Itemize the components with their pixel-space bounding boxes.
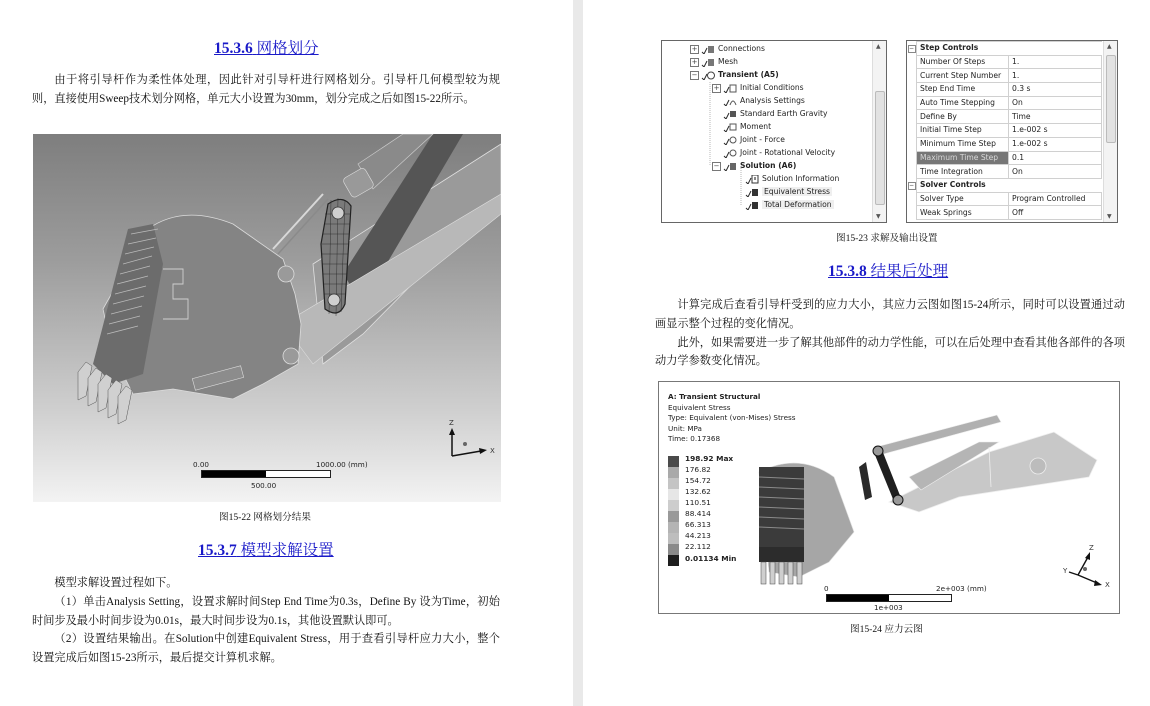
outline-tree-panel bbox=[661, 40, 887, 223]
section-heading-15-3-8[interactable]: 15.3.8 结果后处理 bbox=[828, 263, 949, 280]
tree-item-analysis-settings[interactable]: Analysis Settings bbox=[723, 94, 805, 107]
tree-item-joint-force[interactable]: Joint - Force bbox=[723, 133, 785, 146]
tree-item-equivalent-stress[interactable]: Equivalent Stress bbox=[745, 185, 832, 198]
scroll-up-icon[interactable]: ▲ bbox=[1107, 43, 1112, 50]
prop-row[interactable]: Auto Time Stepping On bbox=[907, 96, 1102, 110]
group-step-controls[interactable]: − Step Controls bbox=[907, 42, 1102, 56]
scroll-thumb[interactable] bbox=[1106, 55, 1116, 143]
tree-scrollbar[interactable] bbox=[872, 41, 886, 222]
section-heading-15-3-7[interactable]: 15.3.7 模型求解设置 bbox=[198, 542, 334, 559]
scroll-thumb[interactable] bbox=[875, 91, 885, 205]
bucket bbox=[78, 215, 301, 424]
axis-triad-icon bbox=[447, 422, 497, 462]
axis-triad-mesh: Z X bbox=[447, 422, 497, 462]
prop-row[interactable]: Weak Springs Off bbox=[907, 206, 1102, 220]
prop-row[interactable]: Time Integration On bbox=[907, 165, 1102, 179]
left-page bbox=[0, 0, 573, 706]
figure-caption-15-23: 图15-23 求解及输出设置 bbox=[836, 233, 938, 244]
properties-scrollbar[interactable] bbox=[1103, 41, 1117, 222]
details-properties-panel bbox=[906, 40, 1118, 223]
tree-item-joint-rotational-velocity[interactable]: Joint - Rotational Velocity bbox=[723, 146, 835, 159]
result-name: Equivalent Stress bbox=[668, 403, 731, 412]
prop-row[interactable]: Initial Time Step 1.e-002 s bbox=[907, 124, 1102, 138]
bucket-stress bbox=[759, 463, 854, 584]
tree-connector-lines bbox=[662, 41, 872, 222]
result-time: Time: 0.17368 bbox=[668, 434, 721, 443]
scroll-down-icon[interactable]: ▼ bbox=[1107, 213, 1112, 220]
tree-item-connections[interactable]: + Connections bbox=[691, 44, 765, 53]
expand-icon[interactable]: + bbox=[713, 83, 720, 92]
collapse-icon[interactable]: − bbox=[713, 161, 720, 170]
expand-icon[interactable]: + bbox=[691, 57, 698, 66]
page-gutter bbox=[573, 0, 583, 706]
collapse-icon[interactable]: − bbox=[908, 182, 915, 190]
figure-stress-contour: A: Transient Structural Equivalent Stress Type: Equivalent (von-Mises) Stress Unit: MPa Time: 0.17368 198.92 Max 176.82 154.72 132.62 110.51 88.414 66.313 44.213 22.112 0.01134 Min 0 2e+003 (mm) 1e+003 Z X Y bbox=[658, 381, 1120, 614]
tree-item-total-deformation[interactable]: Total Deformation bbox=[745, 198, 834, 211]
excavator-stress-render bbox=[659, 382, 1119, 613]
tree-item-solution[interactable]: − Solution (A6) bbox=[713, 161, 797, 170]
tree-item-mesh[interactable]: + Mesh bbox=[691, 57, 738, 66]
scroll-up-icon[interactable]: ▲ bbox=[876, 43, 881, 50]
tree-item-initial-conditions[interactable]: + Initial Conditions bbox=[713, 83, 804, 92]
expand-icon[interactable]: + bbox=[691, 44, 698, 53]
collapse-icon[interactable]: − bbox=[908, 45, 915, 53]
axis-triad-stress: Z X Y bbox=[1063, 547, 1115, 589]
excavator-mesh-render bbox=[33, 134, 501, 502]
figure-mesh-result: 0.00 1000.00 (mm) 500.00 Z X bbox=[33, 134, 501, 502]
prop-row[interactable]: Define By Time bbox=[907, 110, 1102, 124]
result-unit: Unit: MPa bbox=[668, 424, 702, 433]
figure-caption-15-22: 图15-22 网格划分结果 bbox=[219, 512, 311, 523]
tree-item-moment[interactable]: Moment bbox=[723, 120, 771, 133]
scroll-down-icon[interactable]: ▼ bbox=[876, 213, 881, 220]
tree-item-solution-information[interactable]: Solution Information bbox=[745, 172, 839, 185]
figure-caption-15-24: 图15-24 应力云图 bbox=[850, 624, 923, 635]
prop-row[interactable]: Solver Type Program Controlled bbox=[907, 192, 1102, 206]
group-solver-controls[interactable]: − Solver Controls bbox=[907, 178, 1102, 192]
analysis-title: A: Transient Structural bbox=[668, 392, 761, 401]
section-heading-15-3-6[interactable]: 15.3.6 网格划分 bbox=[214, 40, 319, 57]
postprocess-paragraphs: 计算完成后查看引导杆受到的应力大小，其应力云图如图15-24所示，同时可以设置通过动画显示整个过程的变化情况。 此外，如果需要进一步了解其他部件的动力学性能，可以在后处理中查看其他各部件的各项动力学参数变化情况。 bbox=[655, 299, 1125, 368]
prop-row[interactable]: Minimum Time Step 1.e-002 s bbox=[907, 137, 1102, 151]
solve-setup-paragraphs: 模型求解设置过程如下。 （1）单击Analysis Setting，设置求解时间Step End Time为0.3s，Define By 设为Time，初始时间步及最小时间步设为0.01s，最大时间步设为0.1s，其他设置默认即可。 （2）设置结果输出。在Solution中创建Equivalent Stress，用于查看引导杆应力大小，整个设置完成后如图15-23所示，最后提交计算机求解。 bbox=[32, 577, 500, 665]
prop-row-selected[interactable]: Maximum Time Step 0.1 bbox=[907, 151, 1102, 165]
result-type: Type: Equivalent (von-Mises) Stress bbox=[668, 413, 796, 422]
collapse-icon[interactable]: − bbox=[691, 70, 698, 79]
mesh-paragraph: 由于将引导杆作为柔性体处理，因此针对引导杆进行网格划分。引导杆几何模型较为规则，直接使用Sweep技术划分网格，单元大小设置为30mm，划分完成之后如图15-22所示。 bbox=[32, 74, 500, 105]
prop-row[interactable]: Current Step Number 1. bbox=[907, 69, 1102, 83]
prop-row[interactable]: Number Of Steps 1. bbox=[907, 55, 1102, 69]
tree-item-standard-earth-gravity[interactable]: Standard Earth Gravity bbox=[723, 107, 827, 120]
tree-item-transient[interactable]: − Transient (A5) bbox=[691, 70, 779, 79]
prop-row[interactable]: Step End Time 0.3 s bbox=[907, 83, 1102, 97]
